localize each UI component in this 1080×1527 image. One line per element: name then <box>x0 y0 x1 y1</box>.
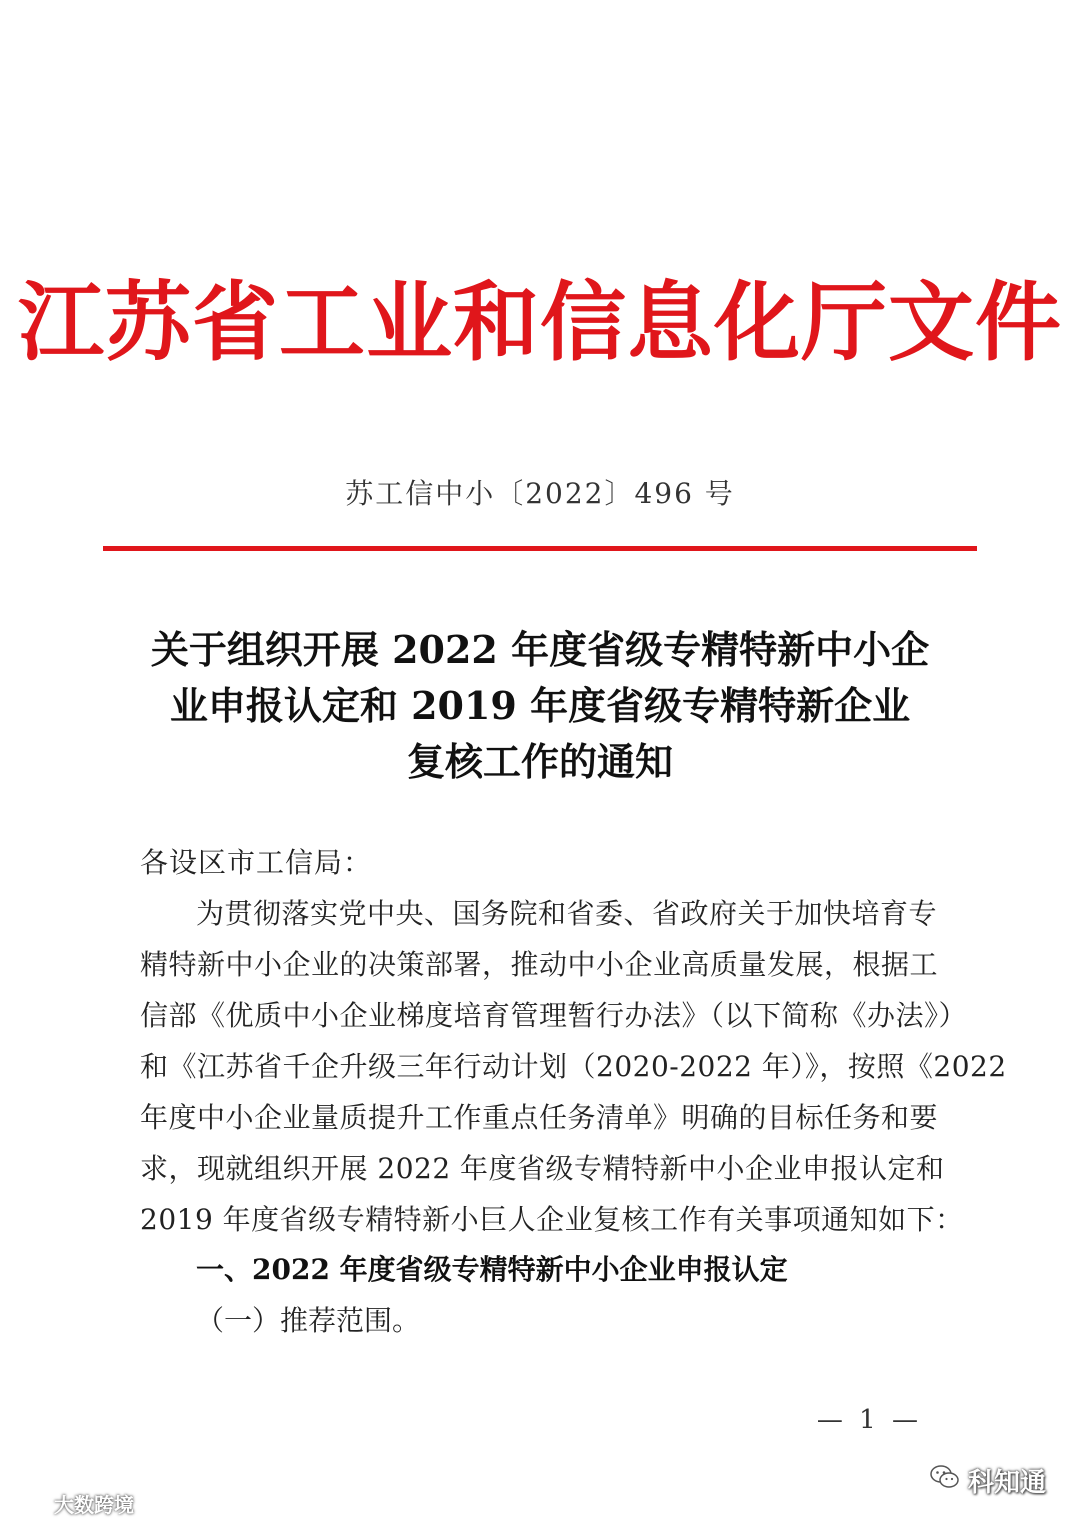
body-line-4: 和《江苏省千企升级三年行动计划（2020-2022 年）》，按照《2022 <box>140 1050 1007 1083</box>
page-number: — 1 — <box>816 1405 922 1435</box>
notice-title-line-3: 复核工作的通知 <box>406 739 673 784</box>
notice-title-line-2: 业申报认定和 2019 年度省级专精特新企业 <box>169 683 911 728</box>
notice-title-line-1: 关于组织开展 2022 年度省级专精特新中小企 <box>150 627 930 672</box>
body-line-3: 信部《优质中小企业梯度培育管理暂行办法》（以下简称《办法》） <box>140 999 968 1032</box>
sub-heading: （一）推荐范围。 <box>196 1304 421 1337</box>
body-line-5: 年度中小企业量质提升工作重点任务清单》明确的目标任务和要 <box>140 1101 939 1134</box>
body-line-2: 精特新中小企业的决策部署，推动中小企业高质量发展，根据工 <box>140 948 939 981</box>
body-line-7: 2019 年度省级专精特新小巨人企业复核工作有关事项通知如下： <box>140 1203 964 1236</box>
watermark-left <box>8 1486 134 1520</box>
watermark-right <box>930 1458 1046 1502</box>
red-divider-rule <box>103 546 977 551</box>
document-number: 苏工信中小〔2022〕496 号 <box>345 477 735 510</box>
watermark-right-text: 科知通 <box>967 1467 1046 1498</box>
notice-title <box>100 622 980 790</box>
body-line-6: 求，现就组织开展 2022 年度省级专精特新中小企业申报认定和 <box>140 1152 945 1185</box>
body-line-1: 为贯彻落实党中央、国务院和省委、省政府关于加快培育专 <box>196 897 938 930</box>
wechat-icon <box>930 1464 960 1497</box>
section-heading: 一、2022 年度省级专精特新中小企业申报认定 <box>196 1253 788 1286</box>
document-header-title <box>0 268 1080 378</box>
brand-logo-icon <box>8 1490 48 1517</box>
header-title-text: 江苏省工业和信息化厅文件 <box>18 272 1062 373</box>
salutation: 各设区市工信局： <box>140 846 373 879</box>
body-paragraph <box>140 888 1007 1245</box>
watermark-left-text: 大数跨境 <box>54 1492 134 1517</box>
